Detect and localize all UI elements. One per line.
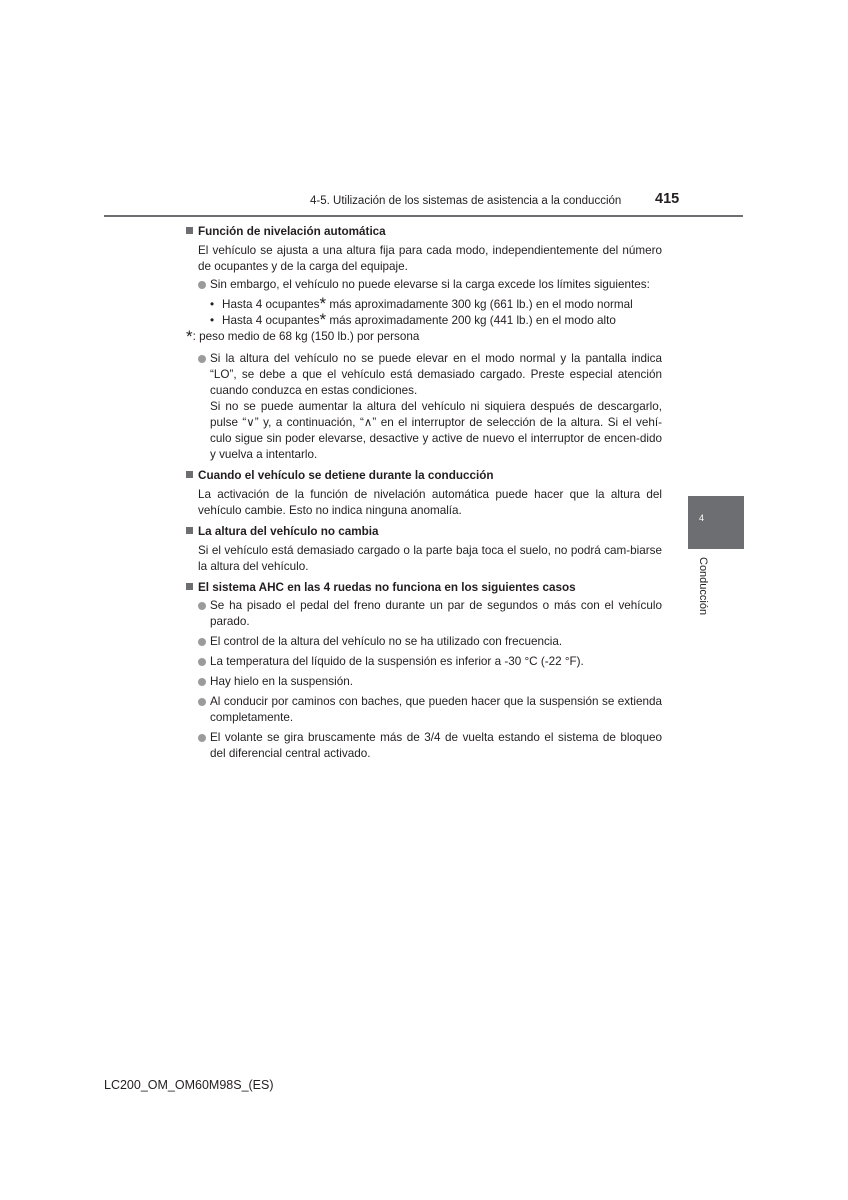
- bullet-dot-icon: [198, 602, 206, 610]
- list-item: Hay hielo en la suspensión.: [186, 674, 662, 690]
- bullet-dot-icon: [198, 658, 206, 666]
- bullet-dot-icon: [198, 734, 206, 742]
- section-heading: La altura del vehículo no cambia: [186, 524, 662, 540]
- chapter-number: 4: [699, 513, 705, 523]
- document-code: LC200_OM_OM60M98S_(ES): [104, 1078, 274, 1092]
- header-rule: [104, 215, 743, 217]
- bullet-dot-icon: [198, 355, 206, 363]
- list-item: El control de la altura del vehículo no se ha utilizado con frecuencia.: [186, 634, 662, 650]
- small-bullet-icon: •: [210, 298, 215, 311]
- asterisk-marker: *: [319, 310, 327, 329]
- asterisk-marker: *: [186, 327, 193, 346]
- asterisk-marker: *: [319, 294, 327, 313]
- chapter-tab: [688, 496, 744, 549]
- square-bullet-icon: [186, 583, 193, 590]
- bullet-dot-icon: [198, 678, 206, 686]
- sub-list-item: • Hasta 4 ocupantes* más aproximadamente 200 kg (441 lb.) en el modo alto: [210, 310, 616, 329]
- square-bullet-icon: [186, 227, 193, 234]
- section-heading: Función de nivelación automática: [186, 224, 662, 240]
- page-number: 415: [655, 191, 680, 207]
- footnote: *: peso medio de 68 kg (150 lb.) por persona: [186, 327, 420, 346]
- paragraph: Si el vehículo está demasiado cargado o la parte baja toca el suelo, no podrá cam-biarse la altura del vehículo.: [198, 544, 662, 573]
- list-item: Al conducir por caminos con baches, que pueden hacer que la suspensión se extienda completamente.: [186, 694, 662, 726]
- paragraph: El vehículo se ajusta a una altura fija para cada modo, independientemente del número de ocupantes y de la carga del equipaje.: [198, 244, 662, 273]
- bullet-dot-icon: [198, 638, 206, 646]
- list-item: Sin embargo, el vehículo no puede elevarse si la carga excede los límites siguientes:: [186, 277, 662, 293]
- list-item-continuation: Si no se puede aumentar la altura del vehículo ni siquiera después de descargarlo, pulse “∨” y, a continuación, “∧” en el interruptor de selección de la altura. Si el vehí-culo sigue sin poder elevarse, desactive y active de nuevo el interruptor de encen-dido y vuelva a intentarlo.: [210, 400, 662, 461]
- bullet-dot-icon: [198, 281, 206, 289]
- list-item: La temperatura del líquido de la suspensión es inferior a -30 °C (-22 °F).: [186, 654, 662, 670]
- paragraph: La activación de la función de nivelación automática puede hacer que la altura del vehículo cambie. Esto no indica ninguna anomalía.: [198, 488, 662, 517]
- header-section-title: 4-5. Utilización de los sistemas de asistencia a la conducción: [310, 195, 622, 207]
- square-bullet-icon: [186, 527, 193, 534]
- page-content: [186, 224, 662, 766]
- list-item: Si la altura del vehículo no se puede elevar en el modo normal y la pantalla indica “LO”, se debe a que el vehículo está demasiado cargado. Preste especial atención cuando conduzca en estas condiciones. Si no se puede aumentar la altura del vehículo ni siquiera después de descargarlo, pulse “∨” y, a continuación, “∧” en el interruptor de selección de la altura. Si el vehí-culo sigue sin poder elevarse, desactive y active de nuevo el interruptor de encen-dido y vuelva a intentarlo.: [186, 351, 662, 463]
- bullet-dot-icon: [198, 698, 206, 706]
- small-bullet-icon: •: [210, 314, 215, 327]
- bullet-list: [186, 598, 662, 762]
- section-heading: El sistema AHC en las 4 ruedas no funciona en los siguientes casos: [186, 580, 662, 596]
- chapter-title: Conducción: [697, 557, 709, 616]
- list-item: Se ha pisado el pedal del freno durante un par de segundos o más con el vehículo parado.: [186, 598, 662, 630]
- square-bullet-icon: [186, 471, 193, 478]
- section-heading: Cuando el vehículo se detiene durante la conducción: [186, 468, 662, 484]
- list-item: El volante se gira bruscamente más de 3/4 de vuelta estando el sistema de bloqueo del diferencial central activado.: [186, 730, 662, 762]
- sub-list-item: • Hasta 4 ocupantes* más aproximadamente 300 kg (661 lb.) en el modo normal: [210, 294, 633, 313]
